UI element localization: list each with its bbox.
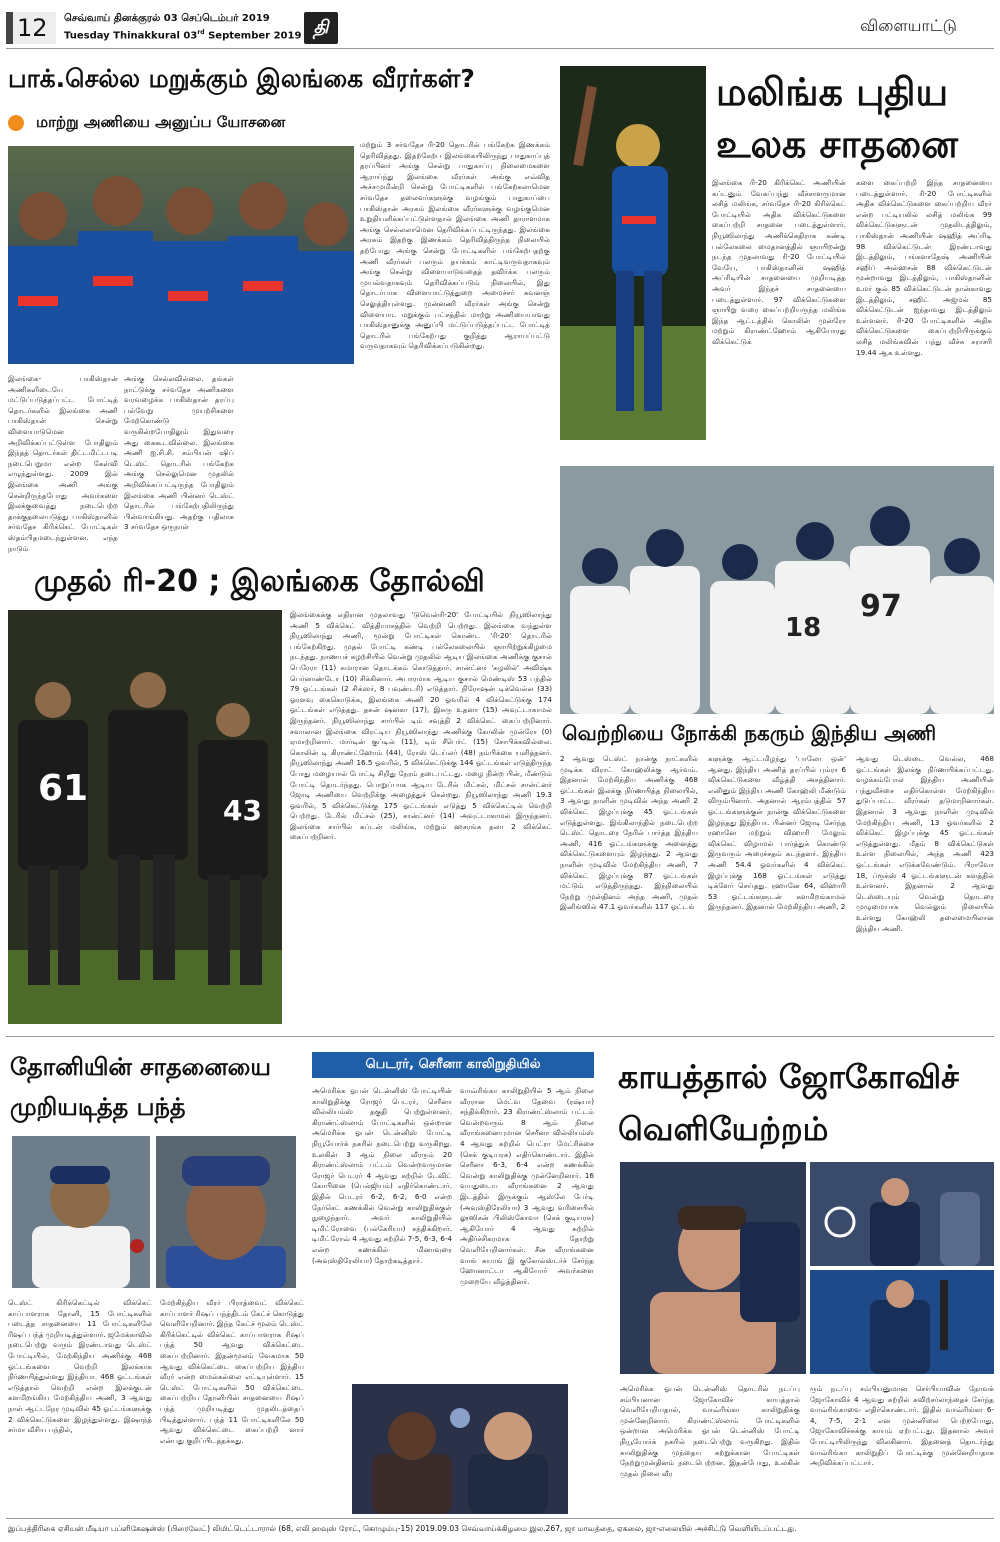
nz-team-photo [8,610,282,1024]
article-india-headline: வெற்றியை நோக்கி நகரும் இந்திய அணி [562,721,937,745]
jersey-number: 97 [860,589,902,624]
malinga-image [560,66,706,440]
malinga-photo [560,66,706,440]
federer-serena-photo [352,1384,568,1514]
section-title: விளையாட்டு [860,16,957,35]
djokovic-image [620,1162,806,1374]
article-djokovic-headline-line1: காயத்தால் ஜோகோவிச் [618,1058,959,1096]
date-english-pre: Tuesday Thinakkural 03 [64,30,198,42]
article-fedser-col2: வாவ்ரிங்கா காலிறுதியில் 5 ஆம் நிலை வீரரான மெட்வ தேவை (ரஷ்யா) சந்திக்கிறார். 23 கிராண்ட்ஸ்லாம் பட்டம் வென்றவரும் 8 ஆம் நிலை வீராங்கனையுமான செரீனா வில்லியம்ஸ் 4 ஆவது சுற்றில் பெட்ரா மேட்ரிக்சை (செக் குடியரசு) எதிர்கொண்டார். இதில் செரீனா 6-3, 6-4 என்ற கணக்கில் வென்று காலிறுதிக்கு முன்னேறினார். 16 வயதுடைய வீராங்கனை 2 ஆவது இடத்தில் இருக்கும் ஆஸ்லே பேர்டி (அவுஸ்திரேலியா) 3 ஆவது வரிசையில் லூஸிசன் பிலிஸ்கோவா (செக் குடியரசு) ஆகியோர் 4 ஆவது சுற்றில் அதிர்ச்சிகரமாக தோற்று வெளியேறினார்கள். சீன வீராங்கனை வாங் சுயாங் இ குகோல்ஸ்டர்ச் சேர்ந்த ஹோனாட்டா ஆகியோர் அவர்களை முறையே வீழ்த்தினர். [460,1086,594,1286]
article-pak-col3: மற்றும் 3 சர்வதேச ரி-20 தொடரில் பங்கேற்க இணக்கம் தெரிவித்தது. இதற்கேற்ப இலங்கையிலிருந்து பாதுகாப்புத் தரப்பினர் அங்கு சென்று பாதுகாப்பு நிலைமைகளை ஆராய்ந்து இலங்கை வீரர்கள் அங்கு எவ்வித அச்சமுமின்றி சென்று போட்டிகளில் பங்கேற்கலாமென சர்வதேச தலைவர்களுக்கு வழங்கும் பாதுகாப்பை பாகிஸ்தான் அரசும் இலங்கை வீரர்களுக்கு வழங்குமென உறுதியளிக்கப்பட்டுள்ளதால் இலங்கை அணி தாராளமாக அங்கு செல்லலாமென தெரிவிக்கப்பட்டிருந்தது. இலங்கை அரசும் இதற்கு இணக்கம் தெரிவித்திருந்த நிலையில் தற்போது அங்கு சென்று போட்டிகளில் பங்கேற்பதற்கு அணி வீரர்கள் பலரும் தயக்கம் காட்டிவருவதாகவும் அங்கு சென்று விளையாடுவதைத் தவிர்க்க பலரும் முயல்வதாகவும் தெரிவிக்கப்படும் நிலையில், இது தொடர்பாக விளையாட்டுத்துறை அமைச்சர் கவனஞ் செலுத்தியுள்ளது. முன்னணி வீரர்கள் அங்கு சென்று விளையாட மறுக்கும் பட்சத்தில் மாற்று அணியையாவது பாகிஸ்தானுக்கு அனுப்பி மட்டுப்படுத்தப்பட்ட போட்டித் தொடரில் பங்கேற்பது குறித்து ஆராயப்பட்டு வருவதாகவும் தெரிவிக்கப்படுகின்றது. [360,140,550,351]
page-number: 12 [6,12,56,44]
article-india-col2: களுக்கு ஆட்டமிழந்து 'பாலோ ஒன்' ஆனது. இந்திய அணித் தரப்பில் பும்ரா 6 விக்கெட்டுகளை வீழ்த்தி அசத்தினார். எனினும் இந்திய அணி கோஹ்லி மீண்டும் விரும்பினார். அதனால் ஆரம்பத்தில் 57 ஓட்டங்களுக்குள் நான்கு விக்கெட்டுகளை இழந்தது இந்தியா. பின்னர் ஜோடி சேர்ந்த ரஹானே மற்றும் விஹாரி மேலும் விக்கெட் விழாமல் பார்த்துக் கொண்டு இருவரும் அரைச்சதம் கடந்தனர். இந்திய அணி 54.4 ஓவர்களில் 4 விக்கெட் இழப்புக்கு 168 ஓட்டங்கள் எடுத்து டிக்ளேர் செய்தது. ரஹானே 64, விஹாரி 53 ஓட்டங்களுடன் களமிறங்காமல் இருந்தனர். இதனால் மேற்கிந்திய அணி, 2 [708,754,846,912]
djokovic-photo [620,1162,806,1374]
djokovic-photo-2 [810,1162,994,1266]
india-team-photo [560,466,994,714]
article-djokovic-col2: ரும் நடப்பு சம்பியனுமான செர்பியாவின் நோவக் ஜோகோவிச் 4 ஆவது சுற்றில் சுவிற்சர்லாந்தைச் சேர்ந்த வாவ்ரிங்காவை எதிர்கொண்டார். இதில் வாவ்ரிங்கா 6-4, 7-5, 2-1 என முன்னிலை பெற்றபோது, ஜோகோவிச்சுக்கு காயம் ஏற்பட்டது. இதனால் அவர் போட்டியிலிருந்து விலகினார். இதனைத் தொடர்ந்து வாவ்ரிங்கா காலிறுதிப் போட்டிக்கு முன்னேறியதாக அறிவிக்கப்பட்டார். [810,1384,994,1468]
djokovic-photo-3 [810,1270,994,1374]
djokovic-image-3 [810,1270,994,1374]
article-pak-col1: இலங்கை- பாகிஸ்தான் அணிகளிடையே மட்டுப்படுத்தப்பட்ட போட்டித் தொடர்களில் இலங்கை அணி பாகிஸ்தான் சென்று விளையாடுமென அறிவிக்கப்பட்டுள்ள போதிலும் இந்தத் தொடர்கள் திட்டமிட்டபடி நடைபெறுமா என்ற கேள்வி எழுந்துள்ளது. 2009 இல் இலங்கை அணி அங்கு சென்றிருந்தபோது அவர்களை இலக்குவைத்து நடைபெற்ற தாக்குதலையடுத்து பாகிஸ்தானில் சர்வதேச கிரிக்கெட் போட்டிகள் ஸ்தம்பிதமடைந்துள்ளன. எந்த நாடும் [8,374,118,553]
article-malinga-headline-line2: உலக சாதனை [716,122,959,166]
article-pak-col2: அங்கு செல்லவில்லை. தங்கள் நாட்டுக்கு சர்வதேச அணிகளை வரவழைக்க பாகிஸ்தான் தரப்பு பல்வேறு முயற்சிகளை மேற்கொண்டு வருகின்றபோதிலும் இதுவரை அது கைகூடவில்லை. இலங்கை அணி ஐ.சி.சி. சம்பியன் ஷிப் டெஸ்ட் தொடரில் பங்கேற்க அங்கு செல்லுமென முதலில் அறிவிக்கப்பட்டிருந்த போதிலும் இலங்கை அணி பின்னர் டெஸ்ட் தொடரில் பங்கேற்பதிலிருந்து பின்வாங்கியது. அதற்கு பதிலாக 3 சர்வதேச ஒருநாள் [124,374,234,532]
footer-rule [6,1518,994,1519]
article-dhoni-col1: டெஸ்ட் கிரிக்கெட்டில் விக்கெட் காப்பாளராக தோனி, 15 போட்டிகளில் படைத்த சாதனையை 11 போட்டிகளிலே ரிஷப் பந்த் முறியடித்துள்ளார். ஜமேக்காவில் நடைபெற்று வரும் இரண்டாவது டெஸ்ட் போட்டியில், மேற்கிந்திய அணிக்கு 468 ஓட்டங்களை வெற்றி இலக்காக நிர்ணயித்துள்ளது இந்தியா. 468 ஓட்டங்கள் எடுத்தால் வெற்றி என்ற இலக்குடன் களமிறங்கிய மேற்கிந்திய அணி, 3 ஆவது நாள் ஆட்டநேர முடிவில் 45 ஓட்டங்களுக்கு 2 விக்கெட்டுகளை இழந்துள்ளது. இஷாந்த் சர்மா வீசிய பந்தில், [8,1298,152,1435]
india-team-image [560,466,994,714]
federer-serena-image [352,1384,568,1514]
article-malinga-headline-line1: மலிங்க புதிய [716,70,949,114]
article-dhoni-headline-line1: தோனியின் சாதனையை [10,1053,271,1081]
article-fedser-banner: பெடரர், செரீனா காலிறுதியில் [312,1052,594,1078]
article-dhoni-col2: மேற்கிந்திய வீரர் பிராத்வைட் விக்கெட் காப்பாளர் ரிஷப் பந்த்திடம் கேட்ச் கொடுத்து வெளியேறினார். இந்த கேட்ச் மூலம் டெஸ்ட் கிரிக்கெட்டில் விக்கெட் காப்பாளராக ரிஷப் பந்த் 50 ஆவது விக்கெட்டை கைப்பற்றினார். இதன்மூலம் வேகமாக 50 ஆவது விக்கெட்டை கைப்பற்றிய இந்திய வீரர் என்ற மைல்கல்லை எட்டியுள்ளார். 15 டெஸ்ட் போட்டிகளில் 50 விக்கெட்டை கைப்பற்றிய தோனியின் சாதனையை ரிஷப் பந்த் முறியடித்து முதலிடத்தைப் பிடித்துள்ளார். பந்த் 11 போட்டிகளிலே 50 ஆவது விக்கெட்டை கைப்பற்றி னார் என்பது குறிப்பிடத்தக்கது. [160,1298,304,1445]
jersey-number: 43 [223,794,262,827]
jersey-number: 61 [38,768,89,809]
date-english-post: September 2019 [204,30,302,42]
masthead-rule [6,48,994,49]
pant-photo [12,1136,150,1288]
article-djokovic-headline-line2: வெளியேற்றம் [618,1110,829,1148]
sl-team-photo [8,146,354,364]
article-pak-col3-continued [240,374,350,556]
date-tamil: செவ்வாய் தினக்குரல் 03 செப்டெம்பர் 2019 [64,13,270,24]
sl-team-image [8,146,354,364]
djokovic-image-2 [810,1162,994,1266]
article-dhoni-headline-line2: முறியடித்த பந்த் [10,1093,186,1121]
article-pak-bullet-icon [8,115,24,131]
nz-team-image [8,610,282,1024]
article-malinga-col1: இலங்கை ரி-20 கிரிக்கெட் அணியின் கப்டனும் வேகப்பந்து வீச்சாளருமான லசித் மலிங்க, சர்வதேச ரி-20 கிரிக்கெட் போட்டியில் அதிக விக்கெட்டுகளை கைப்பற்றி சாதனை படைத்துள்ளார். நியூஸிலாந்து அணிக்கெதிராக கண்டி பல்லேகலை மைதானத்தில் ஞாயிறன்று நடந்த முதலாவது ரி-20 போட்டியில் வேயே, பாகிஸ்தானின் ஷஹித் அப்ரிடியின் சாதனையை முறியடித்த அவர் இந்தச் சாதனையை படைத்துள்ளார். 97 விக்கெட்டுகளை ஞாயிறு வரை கைப்பற்றியருந்த மலிங்க இந்த ஆட்டத்தில் கொலின் முன்ரோ மற்றும் கிராண்ட்ஹோம் ஆகியோரது விக்கெட்டுக் [712,178,846,346]
article-fedser-col1: அமெரிக்க ஓபன் டென்னிஸ் போட்டியின் காலிறுதிக்கு ரோஜர் பெடரர், செரீனா வில்லியம்ஸ் தகுதி பெற்றுள்ளனர். கிராண்ட்ஸ்லாம் போட்டிகளில் ஒன்றான அமெரிக்க ஓபன் டென்னிஸ் போட்டி நியூயோர்க் நகரில் நடைபெற்று வருகிறது. உலகின் 3 ஆம் நிலை வீரரும் 20 கிராண்ட்ஸ்லாம் பட்டம் வென்றவருமான ரோஜர் பெடரர் 4 ஆவது சுற்றில் டேவிட் கோபினை (பெல்ஜியம்) எதிர்கொண்டார். இதில் பெடரர் 6-2, 6-2, 6-0 என்ற நேர்செட் கணக்கில் வென்று காலிறுதிக்குள் நுழைந்தார். அவர் காலிறுதியில் டிமிட்ரோவை (பல்கேரியா) சந்திக்கிறார். டிமிட்ரோவ் 4 ஆவது சுற்றில் 7-5, 6-3, 6-4 என்ற கணக்கில் மினாவுரை (அவுஸ்திரேலியா) தோற்கடித்தார். [312,1086,452,1265]
date-english-sup: rd [197,29,205,36]
article-pak-subhead: மாற்று அணியை அனுப்ப யோசனை [36,113,286,131]
article-india-col3: ஆவது டெஸ்டை வெல்ல, 468 ஓட்டங்கள் இலக்கு நிர்ணயிக்கப்பட்டது. வழக்கம்போல இந்திய அணியின் பந்துவீச்சை எதிர்கொள்ள மேற்கிந்திய துடுப்பாட்ட வீரர்கள் தடுமாறினார்கள். இதனால் 3 ஆவது நாளின் முடிவில் மேற்கிந்திய அணி, 13 ஓவர்களில் 2 விக்கெட் இழப்புக்கு 45 ஓட்டங்கள் எடுத்துள்ளது. மீதம் 8 விக்கெட்டுகள் உள்ள நிலையில், அந்த அணி 423 ஓட்டங்கள் எடுக்கவேண்டும். பிராவோ 18, ப்ரூக்ஸ் 4 ஓட்டங்களுடன் களத்தில் உள்ளனர். இதனால் 2 ஆவது டெஸ்டையும் வென்று தொடரை முழுமையாக வெல்லும் நிலையில் உள்ளது கோஹ்லி தலைமையிலான இந்திய அணி. [856,754,994,933]
publication-logo: தி [304,12,338,44]
article-india-col1: 2 ஆவது டெஸ்ட் நான்கு நாட்களில் முடிக்க விராட் கோஹ்லிக்கு ஆர்வம். இதனால் மேற்கிந்திய அணிக்கு 468 ஓட்டங்கள் இலக்கு நிர்ணயித்த நிலையில், 3 ஆவது நாளின் முடிவில் அந்த அணி 2 விக்கெட் இழப்புக்கு 45 ஓட்டங்கள் எடுத்துள்ளது. இங்கிலாந்தில் நடைபெற்ற டெஸ்ட் தொடரை நேரில் பார்த்த இந்திய அணி, 416 ஓட்டங்களுக்கு அனைத்து விக்கெட்டுகளையும் இழந்தது. 2 ஆவது நாளின் முடிவில் மேற்கிந்திய அணி, 7 விக்கெட் இழப்புக்கு 87 ஓட்டங்கள் மட்டும் எடுத்திருந்தது. இந்நிலையில் நேற்று முன்தினம் அந்த அணி, முதல் இனிங்ஸில் 47.1 ஓவர்களில் 117 ஓட்டங் [560,754,698,912]
pant-image [12,1136,150,1288]
date-english [64,29,301,41]
article-djokovic-col1: அமெரிக்க ஓபன் டென்னிஸ் தொடரில் நடப்பு சம்பியனான ஜோகோவிச் காயத்தால் வெளியேறியதால், வாவ்ரிங்கா காலிறுதிக்கு முன்னேறினார். கிராண்ட்ஸ்லாம் போட்டிகளில் ஒன்றான அமெரிக்க ஓபன் டென்னிஸ் போட்டி நியூயோர்க் நகரில் நடைபெற்று வருகிறது. இதில் காலிறுதிக்கு முந்தைய சுற்றுக்கான போட்டிகள் நேற்றுமுன்தினம் நடைபெற்றன. இதன்போது, உலகின் முதல் நிலை வீர [620,1384,800,1478]
dhoni-photo [156,1136,296,1288]
article-t20-headline: முதல் ரி-20 ; இலங்கை தோல்வி [34,564,485,599]
article-pak-headline: பாக்.செல்ல மறுக்கும் இலங்கை வீரர்கள்? [8,64,475,93]
footer-imprint: இப்பத்திரிகை ஏசியன் மீடியா பப்ளிகேஷன்ஸ் (பிரைவேட்) லிமிட்டெட்டாரால் (68, எலி ஹவுஸ் ரோட், கொழும்பு-15) 2019.09.03 செவ்வாய்க்கிழமை இல.267, ஜா மாவத்தை, ஏகலை, ஜா-எலையில் அச்சிட்டு வெளியிடப்பட்டது. [8,1524,797,1533]
section-divider [6,1036,994,1037]
article-malinga-col2: களை கைப்பற்றி இந்த சாதனையை படைத்துள்ளார். ரி-20 போட்டிகளில் அதிக விக்கெட்டுகளை கைப்பற்றிய வீரர் என்ற பட்டியலில் லசித் மலிங்க 99 விக்கெட்டுகளுடன் முதலிடத்திலும், பாகிஸ்தான் அணியின் ஷஹித் அப்ரிடி 98 விக்கெட்டுடன் இரண்டாவது இடத்திலும், பங்களாதேஷ் அணியின் சஹிப் அல்ஹசன் 88 விக்கெட்டுடன் மூன்றாவது இடத்திலும், பாகிஸ்தானின் உமர் குல் 85 விக்கெட்டுடன் நான்காவது இடத்திலும், சஹிட் அஜ்மல் 85 விக்கெட்டுடன் ஐந்தாவது இடத்திலும் உள்ளனர். ரி-20 போட்டிகளில் அதிக விக்கெட்டுகளை கைப்பற்றியிருக்கும் லசித் மலிங்கவின் பந்து வீச்சு சராசரி 19.44 ஆக உள்ளது. [856,178,992,357]
article-t20-body: இலங்கைக்கு எதிரான முதலாவது 'டுவென்ரி-20' போட்டியில் நியூஸிலாந்து அணி 5 விக்கெட் வித்தியாசத்தில் வெற்றி பெற்றது. இலங்கை வந்துள்ள நியூஸிலாந்து அணி, மூன்று போட்டிகள் கொண்ட 'ரி-20' தொடரில் பங்கேற்கிறது. முதல் போட்டி கண்டி பல்லேகலையில் ஞாயிற்றுக்கிழமை நடந்தது. நாணயச் சுழற்சியில் வென்று முதலில் ஆடிய இலங்கை அணிக்கு குசால் பெரேரா (11) சுமாரான தொடக்கம் கொடுத்தார். சான்ட்னர் 'சுழலில்' அவிஷ்க பெர்னாண்டோ (10) சிக்கினார். அபாரமாக ஆடிய குசால் மெண்டிஸ் 53 பந்தில் 79 ஓட்டங்கள் (2 சிக்ஸர், 8 பவுண்டரி) எடுத்தார். நிரோஷன் டிக்வெல்ல (33) ஓரளவு கைகொடுக்க, இலங்கை அணி 20 ஓவரில் 4 விக்கெட்டுக்கு 174 ஓட்டங்கள் எடுத்தது. தசுன் ஷனகா (17), இசுரு உதனா (15) அவுட்டாகாமல் இருந்தனர். நியூஸிலாந்து சார்பில் டிம் சவுத்தி 2 விக்கெட் கைப்பற்றினார். சவாலான இலங்கை விரட்டிய நியூஸிலாந்து அணிக்கு கோலின் முன்ரோ (0) ஏமாற்றினார். மார்டின் குப்டில் (11), டிம் சீபெர்ட் (15) சோபிக்கவில்லை. கொலின் டி கிராண்ட்ஹோம் (44), ரோஸ் டெய்லர் (48) நம்பிக்கை யளித்தனர். நியூஸிலாந்து அணி 16.5 ஓவரில், 5 விக்கெட்டுக்கு 144 ஓட்டங்கள் எடுத்திருந்த போது மழையால் போட்டி சிறிது நேரம் தடைபட்டது. மழை நின்ற பின், மீண்டும் போட்டி தொடர்ந்தது. பொறுப்பாக ஆடிய டேரில் மிட்சல், மிட்சல் சான்ட்னர் ஜோடி அணியை வெற்றிக்கு அழைத்துச் சென்றது. நியூஸிலாந்து அணி 19.3 ஓவரில், 5 விக்கெட்டுக்கு 175 ஓட்டங்கள் எடுத்து 5 விக்கெட்டில் வெற்றி பெற்றது. டேரில் மிட்சல் (25), சான்ட்னர் (14) அவுட்டாகாமல் இருந்தனர். இலங்கை சார்பில் கப்டன் மலிங்க, மற்றும் ஹசரங்க தலா 2 விக்கெட் கைப்பற்றினர். [290,610,552,842]
jersey-number: 18 [785,613,822,643]
dhoni-image [156,1136,296,1288]
